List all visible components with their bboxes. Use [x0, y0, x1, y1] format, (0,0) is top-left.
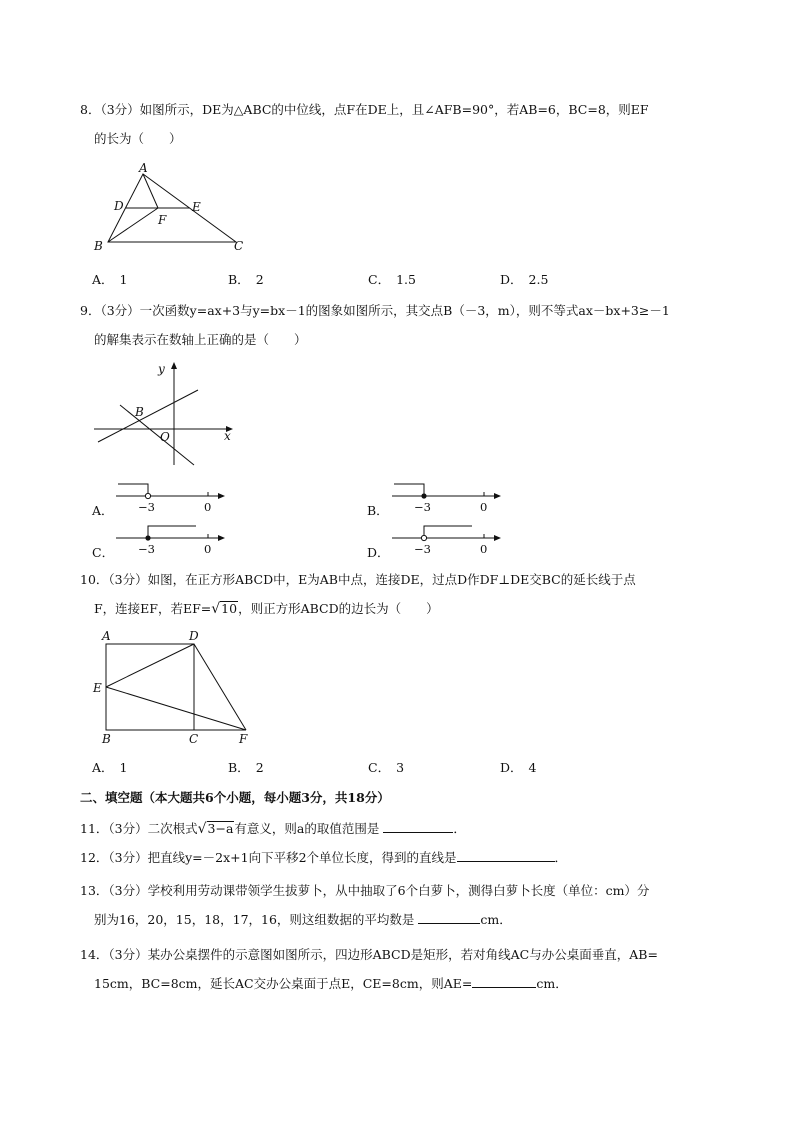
q10-option-c[interactable]: C． 3 — [368, 760, 405, 775]
q12-answer-blank[interactable] — [457, 847, 555, 862]
q9-c-right-tick: 0 — [204, 542, 212, 556]
q9-d-left-tick: −3 — [414, 542, 431, 556]
q11-radicand: 3−a — [207, 821, 234, 836]
q9-label-x: x — [224, 429, 231, 443]
question-11: 11．（3分）二次根式√3−a有意义，则a的取值范围是 ． — [80, 814, 720, 844]
q8-option-b[interactable]: B． 2 — [228, 272, 264, 287]
q8-option-c[interactable]: C． 1.5 — [368, 272, 416, 287]
q10-options — [92, 758, 732, 778]
q9-numberline-b[interactable] — [388, 480, 508, 516]
q10-label-d: D — [189, 629, 199, 643]
q8-label-d: D — [114, 199, 124, 213]
q8-option-d[interactable]: D． 2.5 — [500, 272, 549, 287]
q8-line1: 8．（3分）如图所示，DE为△ABC的中位线，点F在DE上，且∠AFB=90°，若AB=6，BC=8，则EF — [80, 102, 649, 117]
q10-label-f: F — [239, 732, 248, 746]
q9-numberline-a[interactable] — [112, 480, 232, 516]
q9-label-o: O — [160, 430, 170, 444]
section-2-heading: 二、填空题（本大题共6个小题，每小题3分，共18分） — [80, 790, 390, 805]
q9-option-c-label[interactable]: C． — [92, 545, 115, 560]
q9-a-right-tick: 0 — [204, 500, 212, 514]
q10-option-d[interactable]: D． 4 — [500, 760, 537, 775]
q8-options — [92, 270, 732, 290]
q13-answer-blank[interactable] — [418, 909, 480, 924]
q9-c-left-tick: −3 — [138, 542, 155, 556]
q8-label-b: B — [94, 239, 103, 253]
q10-label-b: B — [102, 732, 111, 746]
q10-square-figure — [90, 628, 255, 748]
q9-line1: 9．（3分）一次函数y=ax+3与y=bx－1的图象如图所示，其交点B（－3，m），则不等式ax－bx+3≥－1 — [80, 303, 670, 318]
q9-d-right-tick: 0 — [480, 542, 488, 556]
question-8 — [80, 95, 720, 153]
q10-label-c: C — [189, 732, 199, 746]
sqrt-icon: √ — [211, 601, 221, 617]
q14-line1: 14．（3分）某办公桌摆件的示意图如图所示，四边形ABCD是矩形，若对角线AC与办公桌面垂直，AB= — [80, 947, 658, 962]
q9-b-right-tick: 0 — [480, 500, 488, 514]
q8-label-f: F — [158, 213, 167, 227]
q9-option-a-label[interactable]: A． — [92, 503, 114, 518]
q9-option-d-label[interactable]: D． — [367, 545, 390, 560]
q10-label-e: E — [93, 681, 102, 695]
q9-a-left-tick: −3 — [138, 500, 155, 514]
q8-label-e: E — [192, 200, 201, 214]
question-13: 13．（3分）学校利用劳动课带领学生拔萝卜，从中抽取了6个白萝卜，测得白萝卜长度（单位：cm）分 别为16，20，15，18，17，16，则这组数据的平均数是 cm． — [80, 876, 720, 934]
question-10 — [80, 565, 720, 624]
q9-y-arrow — [171, 362, 177, 369]
q8-label-c: C — [234, 239, 244, 253]
q10-line2: F，连接EF，若EF=√10，则正方形ABCD的边长为（ ） — [94, 601, 439, 617]
q10-label-a: A — [102, 629, 111, 643]
q10-radicand: 10 — [221, 601, 238, 616]
question-12: 12．（3分）把直线y=－2x+1向下平移2个单位长度，得到的直线是 ． — [80, 843, 720, 872]
q9-graph-figure — [90, 360, 240, 470]
q9-b-left-tick: −3 — [414, 500, 431, 514]
q9-numberline-d[interactable] — [388, 522, 508, 558]
q11-answer-blank[interactable] — [383, 818, 453, 833]
q10-option-b[interactable]: B． 2 — [228, 760, 264, 775]
q8-triangle-figure — [88, 162, 258, 257]
q9-option-b-label[interactable]: B． — [367, 503, 389, 518]
q9-label-b: B — [135, 405, 144, 419]
q10-option-a[interactable]: A． 1 — [92, 760, 128, 775]
q10-line1: 10．（3分）如图，在正方形ABCD中，E为AB中点，连接DE，过点D作DF⊥DE交BC的延长线于点 — [80, 572, 636, 587]
question-14: 14．（3分）某办公桌摆件的示意图如图所示，四边形ABCD是矩形，若对角线AC与办公桌面垂直，AB= 15cm，BC=8cm，延长AC交办公桌面于点E，CE=8cm，则AE= cm． — [80, 940, 720, 998]
sqrt-icon: √ — [197, 821, 207, 837]
q9-line2: 的解集表示在数轴上正确的是（ ） — [94, 332, 307, 347]
q9-label-y: y — [158, 362, 165, 376]
q8-label-a: A — [139, 162, 148, 175]
q13-line1: 13．（3分）学校利用劳动课带领学生拔萝卜，从中抽取了6个白萝卜，测得白萝卜长度（单位：cm）分 — [80, 883, 650, 898]
q8-option-a[interactable]: A． 1 — [92, 272, 128, 287]
q8-line2: 的长为（ ） — [94, 131, 182, 146]
question-9 — [80, 296, 720, 354]
q9-numberline-c[interactable] — [112, 522, 232, 558]
q14-answer-blank[interactable] — [472, 973, 536, 988]
